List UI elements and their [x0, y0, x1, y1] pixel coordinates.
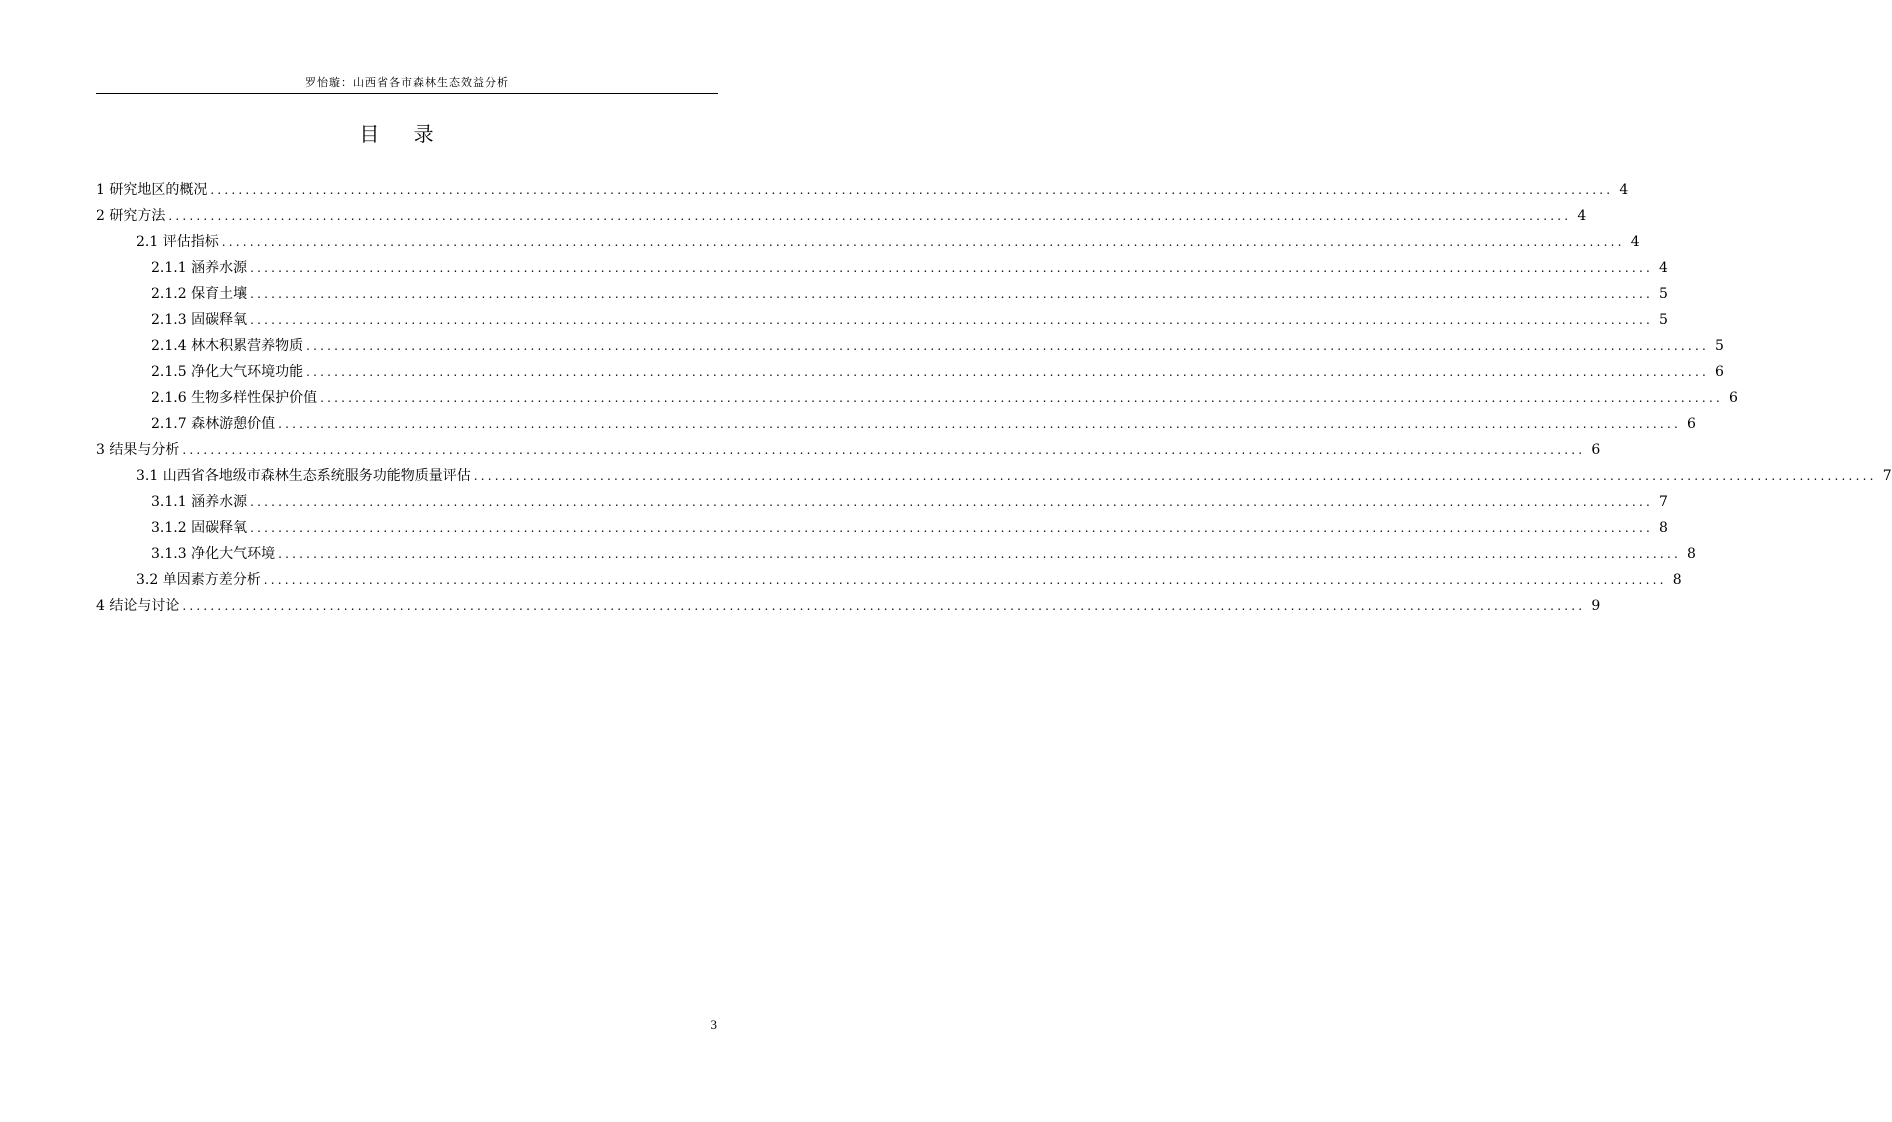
dot-leader: ........................................................................................................................................................................................................ — [306, 339, 1709, 353]
toc-entry-label: 2 研究方法 — [96, 208, 166, 224]
toc-entry[interactable] — [96, 413, 1696, 439]
toc-entry-page: 8 — [1672, 572, 1682, 588]
toc-entry-page: 6 — [1715, 364, 1724, 380]
page-title: 目 录 — [359, 122, 448, 146]
toc-entry-label: 2.1.5 净化大气环境功能 — [151, 364, 304, 380]
running-header: 罗怡璇：山西省各市森林生态效益分析 — [305, 76, 509, 89]
toc-entry-label: 3.1.1 涵养水源 — [151, 494, 248, 510]
toc-entry[interactable] — [96, 595, 1601, 621]
dot-leader: ........................................................................................................................................................................................................ — [250, 495, 1653, 509]
dot-leader: ........................................................................................................................................................................................................ — [278, 547, 1681, 561]
toc-entry[interactable] — [96, 179, 1629, 205]
dot-leader: ........................................................................................................................................................................................................ — [250, 261, 1653, 275]
page-number: 3 — [710, 1017, 717, 1032]
toc-entry[interactable] — [96, 231, 1640, 257]
table-of-contents — [96, 179, 1892, 621]
dot-leader: ........................................................................................................................................................................................................ — [168, 209, 1572, 223]
header-rule — [96, 93, 718, 94]
toc-entry-label: 3.1 山西省各地级市森林生态系统服务功能物质量评估 — [136, 468, 471, 484]
toc-entry-page: 4 — [1659, 260, 1668, 276]
toc-entry[interactable] — [96, 517, 1668, 543]
toc-entry-page: 6 — [1687, 416, 1696, 432]
toc-entry-label: 2.1.7 森林游憩价值 — [151, 416, 276, 432]
toc-entry-page: 5 — [1659, 286, 1668, 302]
toc-entry-label: 2.1.2 保育土壤 — [151, 286, 248, 302]
toc-entry[interactable] — [96, 205, 1587, 231]
toc-entry-label: 2.1.4 林木积累营养物质 — [151, 338, 304, 354]
toc-entry-page: 6 — [1591, 442, 1601, 458]
toc-entry-page: 4 — [1577, 208, 1587, 224]
toc-entry-label: 2.1.6 生物多样性保护价值 — [151, 390, 318, 406]
toc-entry-page: 8 — [1659, 520, 1668, 536]
dot-leader: ........................................................................................................................................................................................................ — [210, 183, 1614, 197]
toc-entry-label: 3.1.3 净化大气环境 — [151, 546, 276, 562]
toc-entry-label: 3 结果与分析 — [96, 442, 180, 458]
toc-entry-page: 7 — [1659, 494, 1668, 510]
dot-leader: ........................................................................................................................................................................................................ — [250, 521, 1653, 535]
toc-entry-label: 1 研究地区的概况 — [96, 182, 208, 198]
toc-entry-page: 4 — [1630, 234, 1640, 250]
toc-entry[interactable] — [96, 335, 1724, 361]
toc-entry[interactable] — [96, 465, 1892, 491]
toc-entry[interactable] — [96, 361, 1724, 387]
toc-entry-label: 2.1.1 涵养水源 — [151, 260, 248, 276]
toc-entry-page: 9 — [1591, 598, 1601, 614]
toc-entry-page: 7 — [1882, 468, 1892, 484]
toc-entry-label: 2.1.3 固碳释氧 — [151, 312, 248, 328]
toc-entry-page: 4 — [1619, 182, 1629, 198]
toc-entry-page: 5 — [1659, 312, 1668, 328]
toc-entry[interactable] — [96, 491, 1668, 517]
dot-leader: ........................................................................................................................................................................................................ — [182, 443, 1586, 457]
toc-entry-label: 3.1.2 固碳释氧 — [151, 520, 248, 536]
toc-entry-label: 4 结论与讨论 — [96, 598, 180, 614]
toc-entry[interactable] — [96, 283, 1668, 309]
dot-leader: ........................................................................................................................................................................................................ — [250, 313, 1653, 327]
toc-entry-page: 5 — [1715, 338, 1724, 354]
dot-leader: ........................................................................................................................................................................................................ — [250, 287, 1653, 301]
dot-leader: ........................................................................................................................................................................................................ — [263, 573, 1667, 587]
toc-entry[interactable] — [96, 257, 1668, 283]
toc-entry[interactable] — [96, 569, 1682, 595]
toc-entry-label: 2.1 评估指标 — [136, 234, 219, 250]
toc-entry[interactable] — [96, 439, 1601, 465]
toc-entry-page: 8 — [1687, 546, 1696, 562]
dot-leader: ........................................................................................................................................................................................................ — [278, 417, 1681, 431]
toc-entry[interactable] — [96, 543, 1696, 569]
dot-leader: ........................................................................................................................................................................................................ — [221, 235, 1625, 249]
toc-entry-page: 6 — [1729, 390, 1738, 406]
dot-leader: ........................................................................................................................................................................................................ — [182, 599, 1586, 613]
toc-entry[interactable] — [96, 387, 1738, 413]
dot-leader: ........................................................................................................................................................................................................ — [320, 391, 1723, 405]
toc-entry[interactable] — [96, 309, 1668, 335]
toc-entry-label: 3.2 单因素方差分析 — [136, 572, 261, 588]
dot-leader: ........................................................................................................................................................................................................ — [306, 365, 1709, 379]
dot-leader: ........................................................................................................................................................................................................ — [473, 469, 1877, 483]
